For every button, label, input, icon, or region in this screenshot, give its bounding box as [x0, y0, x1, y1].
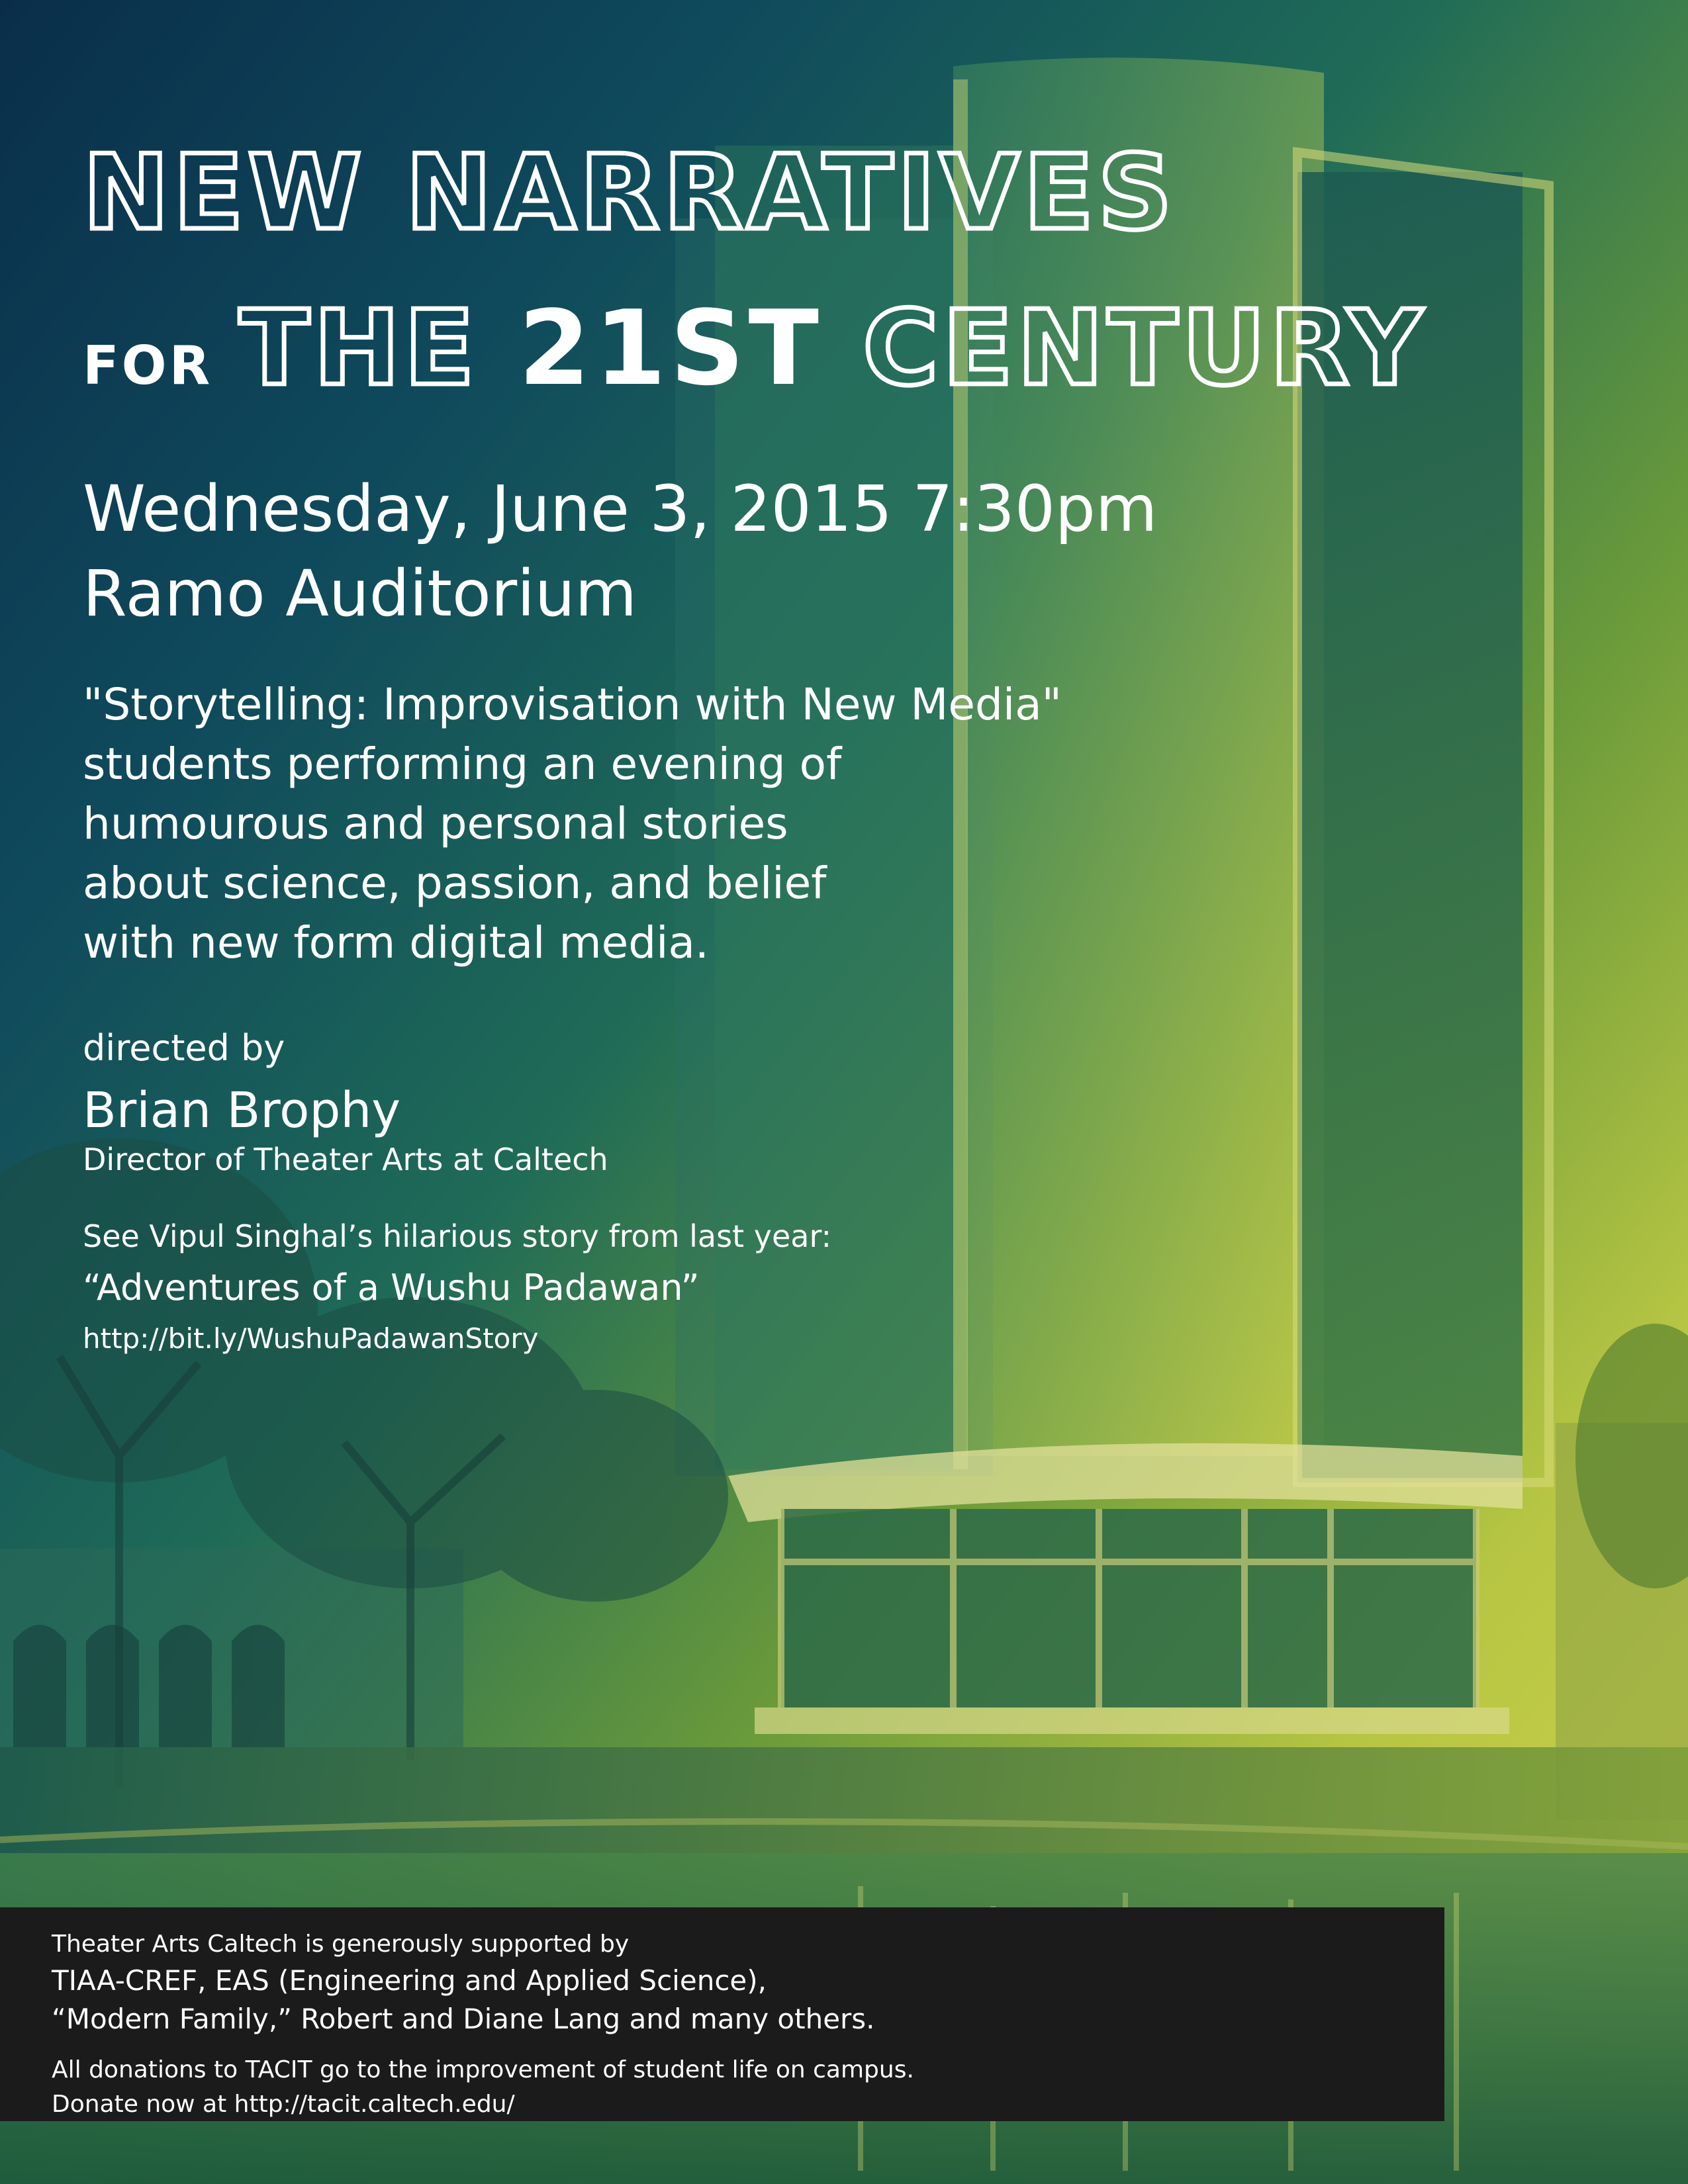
title-word-21st: 21ST: [518, 288, 823, 408]
description-line: humourous and personal stories: [83, 798, 788, 849]
title-word-century: CENTURY: [863, 288, 1427, 408]
title-word-the: THE: [239, 288, 479, 408]
event-date-time: Wednesday, June 3, 2015 7:30pm: [83, 472, 1158, 546]
description-line: students performing an evening of: [83, 739, 842, 790]
sponsor-support-box: [0, 1907, 1444, 2121]
event-venue: Ramo Auditorium: [83, 557, 637, 631]
featured-story-title: “Adventures of a Wushu Padawan”: [83, 1267, 700, 1308]
support-sponsors-line-2: “Modern Family,” Robert and Diane Lang and many others.: [52, 2003, 875, 2035]
director-name: Brian Brophy: [83, 1082, 401, 1139]
donation-note: All donations to TACIT go to the improvement of student life on campus.: [52, 2056, 914, 2083]
director-title: Director of Theater Arts at Caltech: [83, 1142, 608, 1177]
directed-by-label: directed by: [83, 1027, 285, 1069]
support-sponsors-line-1: TIAA-CREF, EAS (Engineering and Applied Science),: [52, 1964, 767, 1997]
poster-title-line-2: [83, 288, 1427, 408]
donate-link[interactable]: Donate now at http://tacit.caltech.edu/: [52, 2091, 515, 2118]
featured-story-link[interactable]: http://bit.ly/WushuPadawanStory: [83, 1322, 539, 1355]
title-for-word: FOR: [83, 335, 213, 396]
support-spacer: [52, 2038, 1444, 2053]
description-line: "Storytelling: Improvisation with New Media": [83, 679, 1062, 730]
featured-story-intro: See Vipul Singhal’s hilarious story from last year:: [83, 1218, 832, 1254]
description-line: about science, passion, and belief: [83, 858, 827, 909]
poster-title-line-1: NEW NARRATIVES: [83, 132, 1176, 253]
support-intro: Theater Arts Caltech is generously supported by: [52, 1931, 630, 1958]
event-description: [83, 675, 1142, 973]
description-line: with new form digital media.: [83, 917, 709, 968]
event-details: [83, 467, 1208, 636]
